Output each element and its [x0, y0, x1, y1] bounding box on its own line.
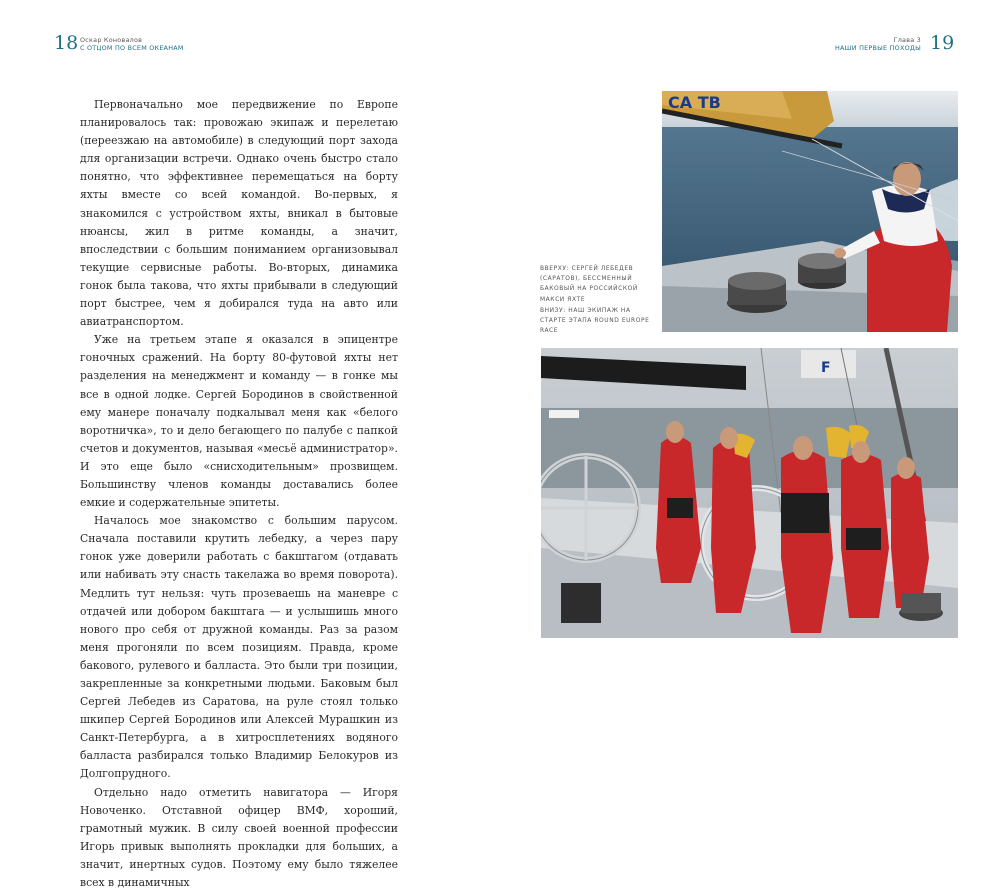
caption-top: ВВЕРХУ: СЕРГЕЙ ЛЕБЕДЕВ (САРАТОВ), БЕССМЕННЫЙ БАКОВЫЙ НА РОССИЙСКОЙ МАКСИ ЯХТЕ	[540, 266, 638, 303]
photo-crew-start-image	[541, 348, 958, 638]
chapter-label: Глава 3	[893, 36, 921, 44]
photo-sailor-winch-image	[662, 91, 958, 332]
body-text	[80, 96, 398, 892]
page-number-right: 19	[930, 32, 955, 54]
running-author: Оскар Коновалов	[80, 36, 143, 44]
page-number-left: 18	[54, 32, 79, 54]
boat-lettering: F	[821, 360, 831, 376]
running-header-left	[80, 36, 184, 52]
paragraph-2: Уже на третьем этапе я оказался в эпицентре гоночных сражений. На борту 80-футовой яхты нет разделения на менеджмент и команду — в гонке мы все в одной лодке. Сергей Бородинов в свойственной ему манере поначалу подкалывал меня как «белого воротничка», то и дело бегающего по палубе с папкой счетов и документов, называя «месьё администратор». И это еще было «снисходительным» прозвищем. Большинству членов команды доставались более емкие и содержательные эпитеты.	[80, 333, 398, 510]
chapter-title: НАШИ ПЕРВЫЕ ПОХОДЫ	[835, 44, 921, 52]
sail-lettering: CA TB	[668, 93, 721, 112]
photo-sailor-winch	[662, 91, 958, 332]
photo-crew-start	[541, 348, 958, 638]
paragraph-1: Первоначально мое передвижение по Европе планировалось так: провожаю экипаж и перелетаю (переезжаю на автомобиле) в следующий порт захода для организации встречи. Однако очень быстро стало понятно, что эффективнее перемещаться на борту яхты вместе со всей командой. Во-первых, я знакомился с устройством яхты, вникал в бытовые нюансы, жил в ритме команды, а значит, впоследствии с большим пониманием организовывал текущие сервисные работы. Во-вторых, динамика гонок была такова, что яхты прибывали в следующий порт быстрее, чем я добирался туда на авто или авиатранспортом.	[80, 98, 398, 329]
caption-bottom: ВНИЗУ: НАШ ЭКИПАЖ НА СТАРТЕ ЭТАПА ROUND EUROPE RACE	[540, 308, 650, 335]
running-book-title: С ОТЦОМ ПО ВСЕМ ОКЕАНАМ	[80, 44, 184, 52]
right-page	[500, 0, 1000, 706]
left-page	[0, 0, 500, 890]
running-header-right	[835, 36, 921, 52]
paragraph-4: Отдельно надо отметить навигатора — Игоря Новоченко. Отставной офицер ВМФ, хороший, грамотный мужик. В силу своей военной профессии Игорь привык выполнять прокладки для больших, а значит, инертных судов. Поэтому ему было тяжелее всех в динамичных	[80, 785, 398, 890]
paragraph-3: Началось мое знакомство с большим парусом. Сначала поставили крутить лебедку, а через пару гонок уже доверили работать с бакштагом (отдавать или набивать эту снасть такелажа во время поворота). Медлить тут нельзя: чуть прозеваешь на маневре с отдачей или добором бакштага — и услышишь много нового про себя от дружной команды. Раз за разом меня прогоняли по всем позициям. Правда, кроме бакового, рулевого и балласта. Это были три позиции, закрепленные за конкретными людьми. Баковым был Сергей Лебедев из Саратова, на руле стоял только шкипер Сергей Бородинов или Алексей Мурашкин из Санкт-Петербурга, а в хитросплетениях водяного балласта разбирался только Владимир Белокуров из Долгопрудного.	[80, 514, 398, 781]
